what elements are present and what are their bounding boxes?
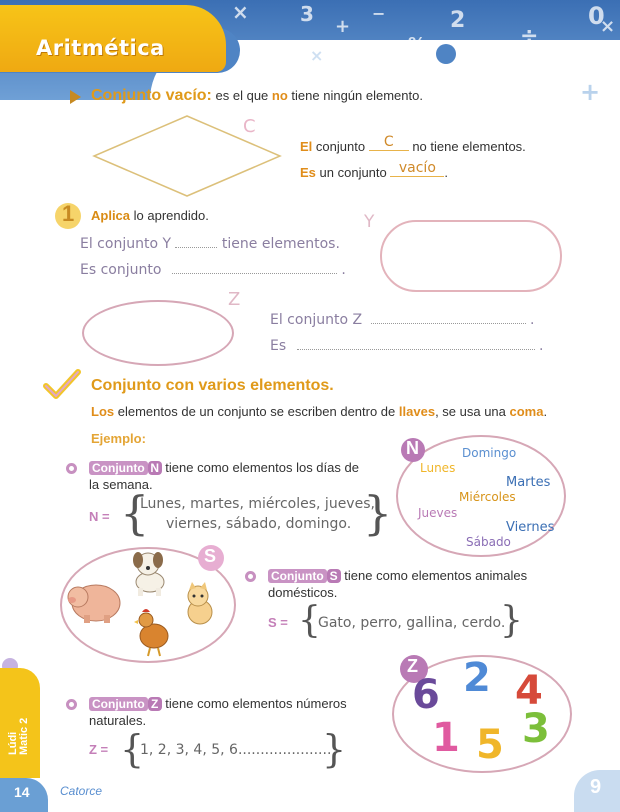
answer-c: C bbox=[369, 134, 409, 151]
z-line-2 bbox=[270, 338, 544, 354]
s-badge: S bbox=[327, 569, 341, 583]
answer-vacio: vacío bbox=[390, 160, 444, 177]
z-badge: Z bbox=[148, 697, 162, 711]
z-desc-2: naturales. bbox=[89, 713, 147, 728]
set-y-label: Y bbox=[364, 212, 375, 232]
y-text-es: Es conjunto bbox=[80, 262, 162, 278]
corner-number: 9 bbox=[590, 776, 602, 798]
text-conjunto: conjunto bbox=[315, 139, 366, 154]
day-lunes: Lunes bbox=[420, 461, 456, 475]
number-4: 4 bbox=[515, 668, 543, 714]
z-desc-1: tiene como elementos números bbox=[165, 696, 347, 711]
n-desc-2: la semana. bbox=[89, 477, 153, 492]
def2-text-b: , se usa una bbox=[435, 404, 506, 419]
n-notation: N = bbox=[89, 509, 110, 524]
s-notation: S = bbox=[268, 615, 288, 630]
z-elements: 1, 2, 3, 4, 5, 6..................... bbox=[140, 742, 332, 758]
side-label-2: Matic 2 bbox=[18, 717, 30, 755]
n-badge: N bbox=[148, 461, 162, 475]
period: . bbox=[341, 262, 346, 278]
open-brace: { bbox=[298, 600, 321, 641]
times-icon: × bbox=[600, 16, 616, 37]
s-diagram-letter: S bbox=[204, 546, 217, 566]
ejemplo-label: Ejemplo: bbox=[91, 431, 146, 446]
hen-icon bbox=[132, 606, 172, 658]
def-text-b: tiene ningún elemento. bbox=[291, 88, 423, 103]
aplica-word: Aplica bbox=[91, 208, 131, 223]
divide-icon: ÷ bbox=[520, 24, 539, 49]
plus-icon: + bbox=[580, 78, 601, 106]
aplica-lead: lo aprendido. bbox=[133, 208, 209, 223]
section1-heading: Conjunto vacío: bbox=[91, 87, 212, 104]
section2-title bbox=[91, 377, 334, 395]
def-los: Los bbox=[91, 404, 115, 419]
def2-end: . bbox=[543, 404, 548, 419]
day-jueves: Jueves bbox=[418, 506, 458, 520]
section2-heading: Conjunto con varios elementos. bbox=[91, 377, 334, 394]
bullet-icon bbox=[66, 463, 77, 474]
day-domingo: Domingo bbox=[462, 446, 517, 460]
pig-icon bbox=[66, 575, 122, 625]
y-text-a: El conjunto Y bbox=[80, 236, 172, 252]
set-c-label: C bbox=[243, 116, 256, 137]
conjunto-label: Conjunto bbox=[89, 461, 148, 475]
day-sabado: Sábado bbox=[466, 535, 511, 549]
s-elements: Gato, perro, gallina, cerdo. bbox=[318, 615, 506, 631]
def-no: no bbox=[271, 88, 288, 103]
period: . bbox=[444, 165, 449, 180]
dot-decoration bbox=[436, 44, 456, 64]
set-y-empty-shape bbox=[380, 220, 562, 292]
minus-icon: − bbox=[372, 4, 386, 23]
z-text-es: Es bbox=[270, 338, 287, 354]
number-1: 1 bbox=[432, 715, 460, 761]
def-text-a: es el que bbox=[215, 88, 269, 103]
number-3: 3 bbox=[522, 706, 550, 752]
day-martes: Martes bbox=[506, 475, 551, 490]
times-icon: × bbox=[232, 0, 249, 24]
y-text-b: tiene elementos. bbox=[221, 236, 340, 252]
z-text-a: El conjunto Z bbox=[270, 312, 363, 328]
set-s-description bbox=[268, 568, 527, 583]
period: . bbox=[529, 312, 535, 328]
three-icon: 3 bbox=[300, 2, 314, 26]
n-elements-2: viernes, sábado, domingo. bbox=[166, 516, 352, 532]
set-z-description bbox=[89, 696, 347, 711]
percent-icon: % bbox=[408, 34, 427, 55]
z-diagram-letter: Z bbox=[407, 656, 418, 676]
z-line-1 bbox=[270, 312, 534, 328]
times-icon: × bbox=[310, 46, 324, 65]
day-miercoles: Miércoles bbox=[459, 490, 516, 504]
y-line-2 bbox=[80, 262, 346, 278]
set-z-label: Z bbox=[228, 289, 241, 310]
y-count-blank[interactable] bbox=[175, 236, 217, 248]
number-5: 5 bbox=[476, 722, 504, 768]
period: . bbox=[539, 338, 544, 354]
section1-definition bbox=[91, 87, 423, 105]
day-viernes: Viernes bbox=[506, 520, 555, 535]
z-count-blank[interactable] bbox=[371, 312, 526, 324]
text-un-conjunto: un conjunto bbox=[319, 165, 387, 180]
n-elements-1: Lunes, martes, miércoles, jueves, bbox=[140, 496, 375, 512]
conjunto-label: Conjunto bbox=[89, 697, 148, 711]
side-label bbox=[8, 718, 30, 755]
def-coma: coma bbox=[509, 404, 544, 419]
conjunto-label: Conjunto bbox=[268, 569, 327, 583]
page-number: 14 bbox=[14, 784, 30, 800]
number-6: 6 bbox=[412, 672, 440, 718]
zero-icon: 0 bbox=[588, 2, 605, 30]
page-title: Aritmética bbox=[36, 36, 165, 60]
cat-icon bbox=[178, 582, 220, 628]
s-desc-2: domésticos. bbox=[268, 585, 338, 600]
page-word: Catorce bbox=[60, 784, 103, 798]
activity-number: 1 bbox=[62, 201, 75, 226]
bullet-icon bbox=[66, 699, 77, 710]
set-z-empty-shape bbox=[82, 300, 234, 366]
checkmark-icon bbox=[42, 368, 84, 404]
activity-instruction bbox=[91, 208, 209, 223]
set-n-description bbox=[89, 460, 359, 475]
bold-es: Es bbox=[300, 165, 316, 180]
c-sentence-2 bbox=[300, 160, 449, 182]
s-desc-1: tiene como elementos animales bbox=[344, 568, 528, 583]
section2-definition bbox=[91, 404, 547, 419]
def2-text-a: elementos de un conjunto se escriben dentro de bbox=[117, 404, 396, 419]
bold-el: El bbox=[300, 139, 313, 154]
close-brace: } bbox=[500, 600, 523, 641]
section-marker bbox=[70, 90, 81, 104]
z-notation: Z = bbox=[89, 742, 109, 757]
dog-icon bbox=[124, 548, 172, 598]
side-label-1: Lúdi bbox=[7, 731, 19, 755]
open-brace: { bbox=[120, 727, 145, 771]
def-llaves: llaves bbox=[398, 404, 436, 419]
close-brace: } bbox=[363, 486, 393, 540]
z-type-blank[interactable] bbox=[297, 338, 535, 350]
text-no-elements: no tiene elementos. bbox=[412, 139, 526, 154]
number-2: 2 bbox=[463, 655, 491, 701]
bullet-icon bbox=[245, 571, 256, 582]
n-diagram-letter: N bbox=[406, 438, 419, 458]
close-brace: } bbox=[322, 727, 347, 771]
open-brace: { bbox=[120, 486, 150, 540]
plus-icon: + bbox=[335, 16, 351, 37]
two-icon: 2 bbox=[450, 8, 466, 33]
c-sentence-1 bbox=[300, 134, 526, 156]
y-type-blank[interactable] bbox=[172, 262, 337, 274]
n-desc-1: tiene como elementos los días de bbox=[165, 460, 359, 475]
y-line-1 bbox=[80, 236, 340, 252]
